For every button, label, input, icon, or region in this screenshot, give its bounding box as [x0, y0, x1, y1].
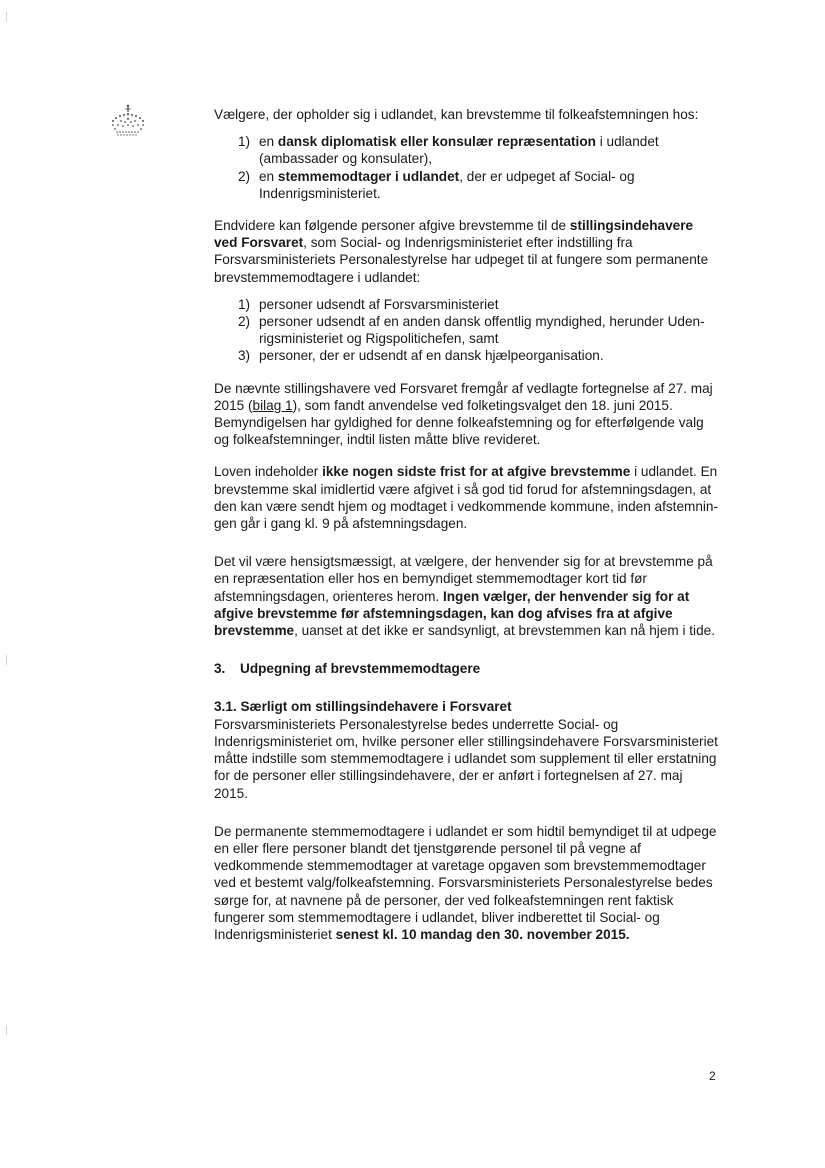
body-text — [214, 106, 719, 943]
margin-mark — [6, 12, 7, 22]
intro-paragraph: Vælgere, der opholder sig i udlandet, kan brevstemme til folkeafstemningen hos: — [214, 107, 699, 122]
underretning-paragraph: Forsvarsministeriets Personalestyrelse bedes underrette Social- og Indenrigsministeriet om, hvilke personer eller stillingsindehavere Forsvarsministeriet måtte indstille som stemmemodtagere i udlandet som supplement til eller erstatning for de personer eller stillingsindehavere, der er anført i fortegnelsen af 27. maj 2015. — [214, 716, 718, 801]
list-item: 1) en dansk diplomatisk eller konsulær repræsentation i udlandet (ambassader og konsulater), — [238, 134, 659, 167]
list-item: 2) en stemmemodtager i udlandet, der er udpeget af Social- og Indenrigsministeriet. — [238, 168, 635, 201]
list-item: 2) personer udsendt af en anden dansk offentlig myndighed, herunder Udenrigsministeriet og Rigspolitichefen, samt — [238, 314, 705, 347]
list-item: 1) personer udsendt af Forsvarsministeriet — [238, 296, 499, 312]
fortegnelse-paragraph: De nævnte stillingshavere ved Forsvaret fremgår af vedlagte fortegnelse af 27. maj 2015 (bilag 1), som fandt anvendelse ved folketingsvalget den 18. juni 2015. Bemyndigelsen har gyldighed for denne folkeafstemning og for efterfølgende valg og folkeafstemninger, indtil listen måtte blive revideret. — [214, 380, 713, 448]
stemmemodtagere-paragraph: De permanente stemmemodtagere i udlandet er som hidtil bemyndiget til at udpege en eller flere personer blandt det tjenstgørende personel til på vegne af vedkommende stemmemodtager at varetage opgaven som brevstemmemodtager ved et bestemt valg/folkeafstemning. Forsvarsministeriets Personalestyrelse bedes sørge for, at navnene på de personer, der ved folkeafstemningen rent faktisk fungerer som stemmemodtagere i udlandet, bliver indberettet til Social- og Indenrigsministeriet senest kl. 10 mandag den 30. november 2015. — [214, 823, 717, 942]
frist-paragraph: Loven indeholder ikke nogen sidste frist for at afgive brevstemme i udlandet. En brevstemme skal imidlertid være afgivet i så god tid forud for afstemningsdagen, at den kan være sendt hjem og modtaget i vedkommende kommune, inden afstemningen går i gang kl. 9 på afstemningsdagen. — [214, 464, 719, 532]
hensigt-paragraph: Det vil være hensigtsmæssigt, at vælgere, der henvender sig for at brevstemme på en repræsentation eller hos en bemyndiget stemmemodtager kort tid før afstemningsdagen, orienteres herom. Ingen vælger, der henvender sig for at afgive brevstemme før afstemningsdagen, kan dog afvises fra at afgive brevstemme, uanset at det ikke er sandsynligt, at brevstemmen kan nå hjem i tide. — [214, 554, 715, 639]
personnel-list — [214, 296, 719, 365]
section-heading: 3. Udpegning af brevstemmemodtagere — [214, 661, 481, 677]
subsection-heading: 3.1. Særligt om stillingsindehavere i Forsvaret — [214, 699, 512, 715]
recipient-list — [214, 133, 719, 202]
crown-icon — [108, 104, 148, 138]
list-item: 3) personer, der er udsendt af en dansk hjælpeorganisation. — [238, 348, 604, 364]
forsvaret-paragraph: Endvidere kan følgende personer afgive brevstemme til de stillingsindehavere ved Forsvaret, som Social- og Indenrigsministeriet efter indstilling fra Forsvarsministeriets Personalestyrelse har udpeget til at fungere som permanente brevstemmemodtagere i udlandet: — [214, 218, 709, 285]
margin-mark — [6, 1025, 7, 1035]
bilag-link[interactable]: bilag 1 — [252, 397, 293, 413]
page-number: 2 — [709, 1069, 716, 1083]
margin-mark — [6, 655, 7, 665]
